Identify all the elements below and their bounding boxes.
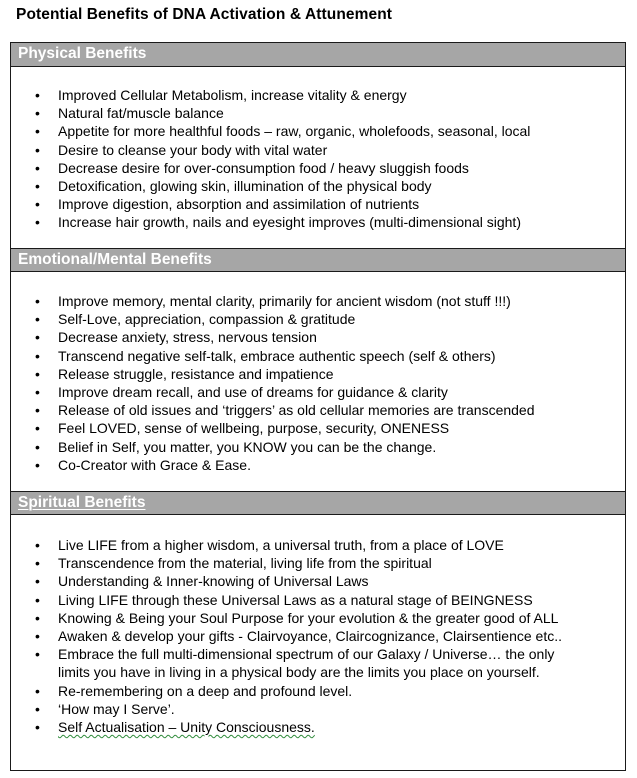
list-item: • Living LIFE through these Universal Laws as a natural stage of BEINGNESS	[35, 591, 533, 608]
list-item: • Decrease anxiety, stress, nervous tension	[35, 329, 317, 346]
list-item: • Re-remembering on a deep and profound level.	[35, 682, 353, 699]
list-item: • Release of old issues and ‘triggers’ as old cellular memories are transcended	[35, 402, 535, 419]
page-title: Potential Benefits of DNA Activation & Attunement	[16, 6, 393, 23]
list-item: • Awaken & develop your gifts - Clairvoyance, Claircognizance, Clairsentience etc..	[35, 628, 562, 645]
list-item: • Increase hair growth, nails and eyesight improves (multi-dimensional sight)	[35, 214, 521, 231]
list-item: • Belief in Self, you matter, you KNOW you can be the change.	[35, 438, 437, 455]
benefits-table	[10, 42, 626, 771]
emotional-mental-benefits-list	[11, 292, 535, 474]
section-title-emotional-mental: Emotional/Mental Benefits	[18, 251, 212, 268]
list-item: • Improve memory, mental clarity, primarily for ancient wisdom (not stuff !!!)	[35, 293, 511, 309]
section-title-spiritual: Spiritual Benefits	[18, 494, 146, 511]
list-item: • Co-Creator with Grace & Ease.	[35, 456, 251, 473]
physical-benefits-list	[11, 86, 530, 232]
spiritual-benefits-list	[11, 536, 562, 736]
list-item: • Appetite for more healthful foods – raw, organic, wholefoods, seasonal, local	[35, 123, 531, 140]
list-item: • Self-Love, appreciation, compassion & gratitude	[35, 311, 356, 328]
section-header-physical	[11, 43, 625, 67]
list-item: • Improve digestion, absorption and assimilation of nutrients	[35, 196, 420, 213]
list-item: • Improved Cellular Metabolism, increase vitality & energy	[35, 87, 407, 103]
list-item: • Live LIFE from a higher wisdom, a universal truth, from a place of LOVE	[35, 537, 504, 553]
list-item: • Embrace the full multi-dimensional spectrum of our Galaxy / Universe… the only	[35, 646, 555, 663]
list-item: • ‘How may I Serve’.	[35, 700, 175, 717]
list-item: • Feel LOVED, sense of wellbeing, purpose, security, ONENESS	[35, 420, 450, 437]
section-title-physical: Physical Benefits	[18, 45, 147, 62]
list-item: • Improve dream recall, and use of dreams for guidance & clarity	[35, 384, 448, 401]
list-item: • Transcendence from the material, living life from the spiritual	[35, 555, 432, 572]
list-item: • Natural fat/muscle balance	[35, 105, 224, 122]
list-item: • Detoxification, glowing skin, illumination of the physical body	[35, 178, 432, 195]
list-item: • Desire to cleanse your body with vital water	[35, 141, 328, 158]
section-header-spiritual	[11, 491, 625, 515]
list-item: • Self Actualisation – Unity Consciousness.	[35, 719, 315, 736]
section-header-emotional-mental	[11, 248, 625, 272]
list-item: • Understanding & Inner-knowing of Universal Laws	[35, 573, 369, 590]
list-item: • Decrease desire for over-consumption food / heavy sluggish foods	[35, 159, 469, 176]
list-item: • Transcend negative self-talk, embrace authentic speech (self & others)	[35, 347, 496, 364]
list-item-continuation: limits you have in living in a physical body are the limits you place on yourself.	[58, 664, 540, 681]
list-item: • Release struggle, resistance and impatience	[35, 365, 334, 382]
list-item: • Knowing & Being your Soul Purpose for your evolution & the greater good of ALL	[35, 609, 559, 626]
